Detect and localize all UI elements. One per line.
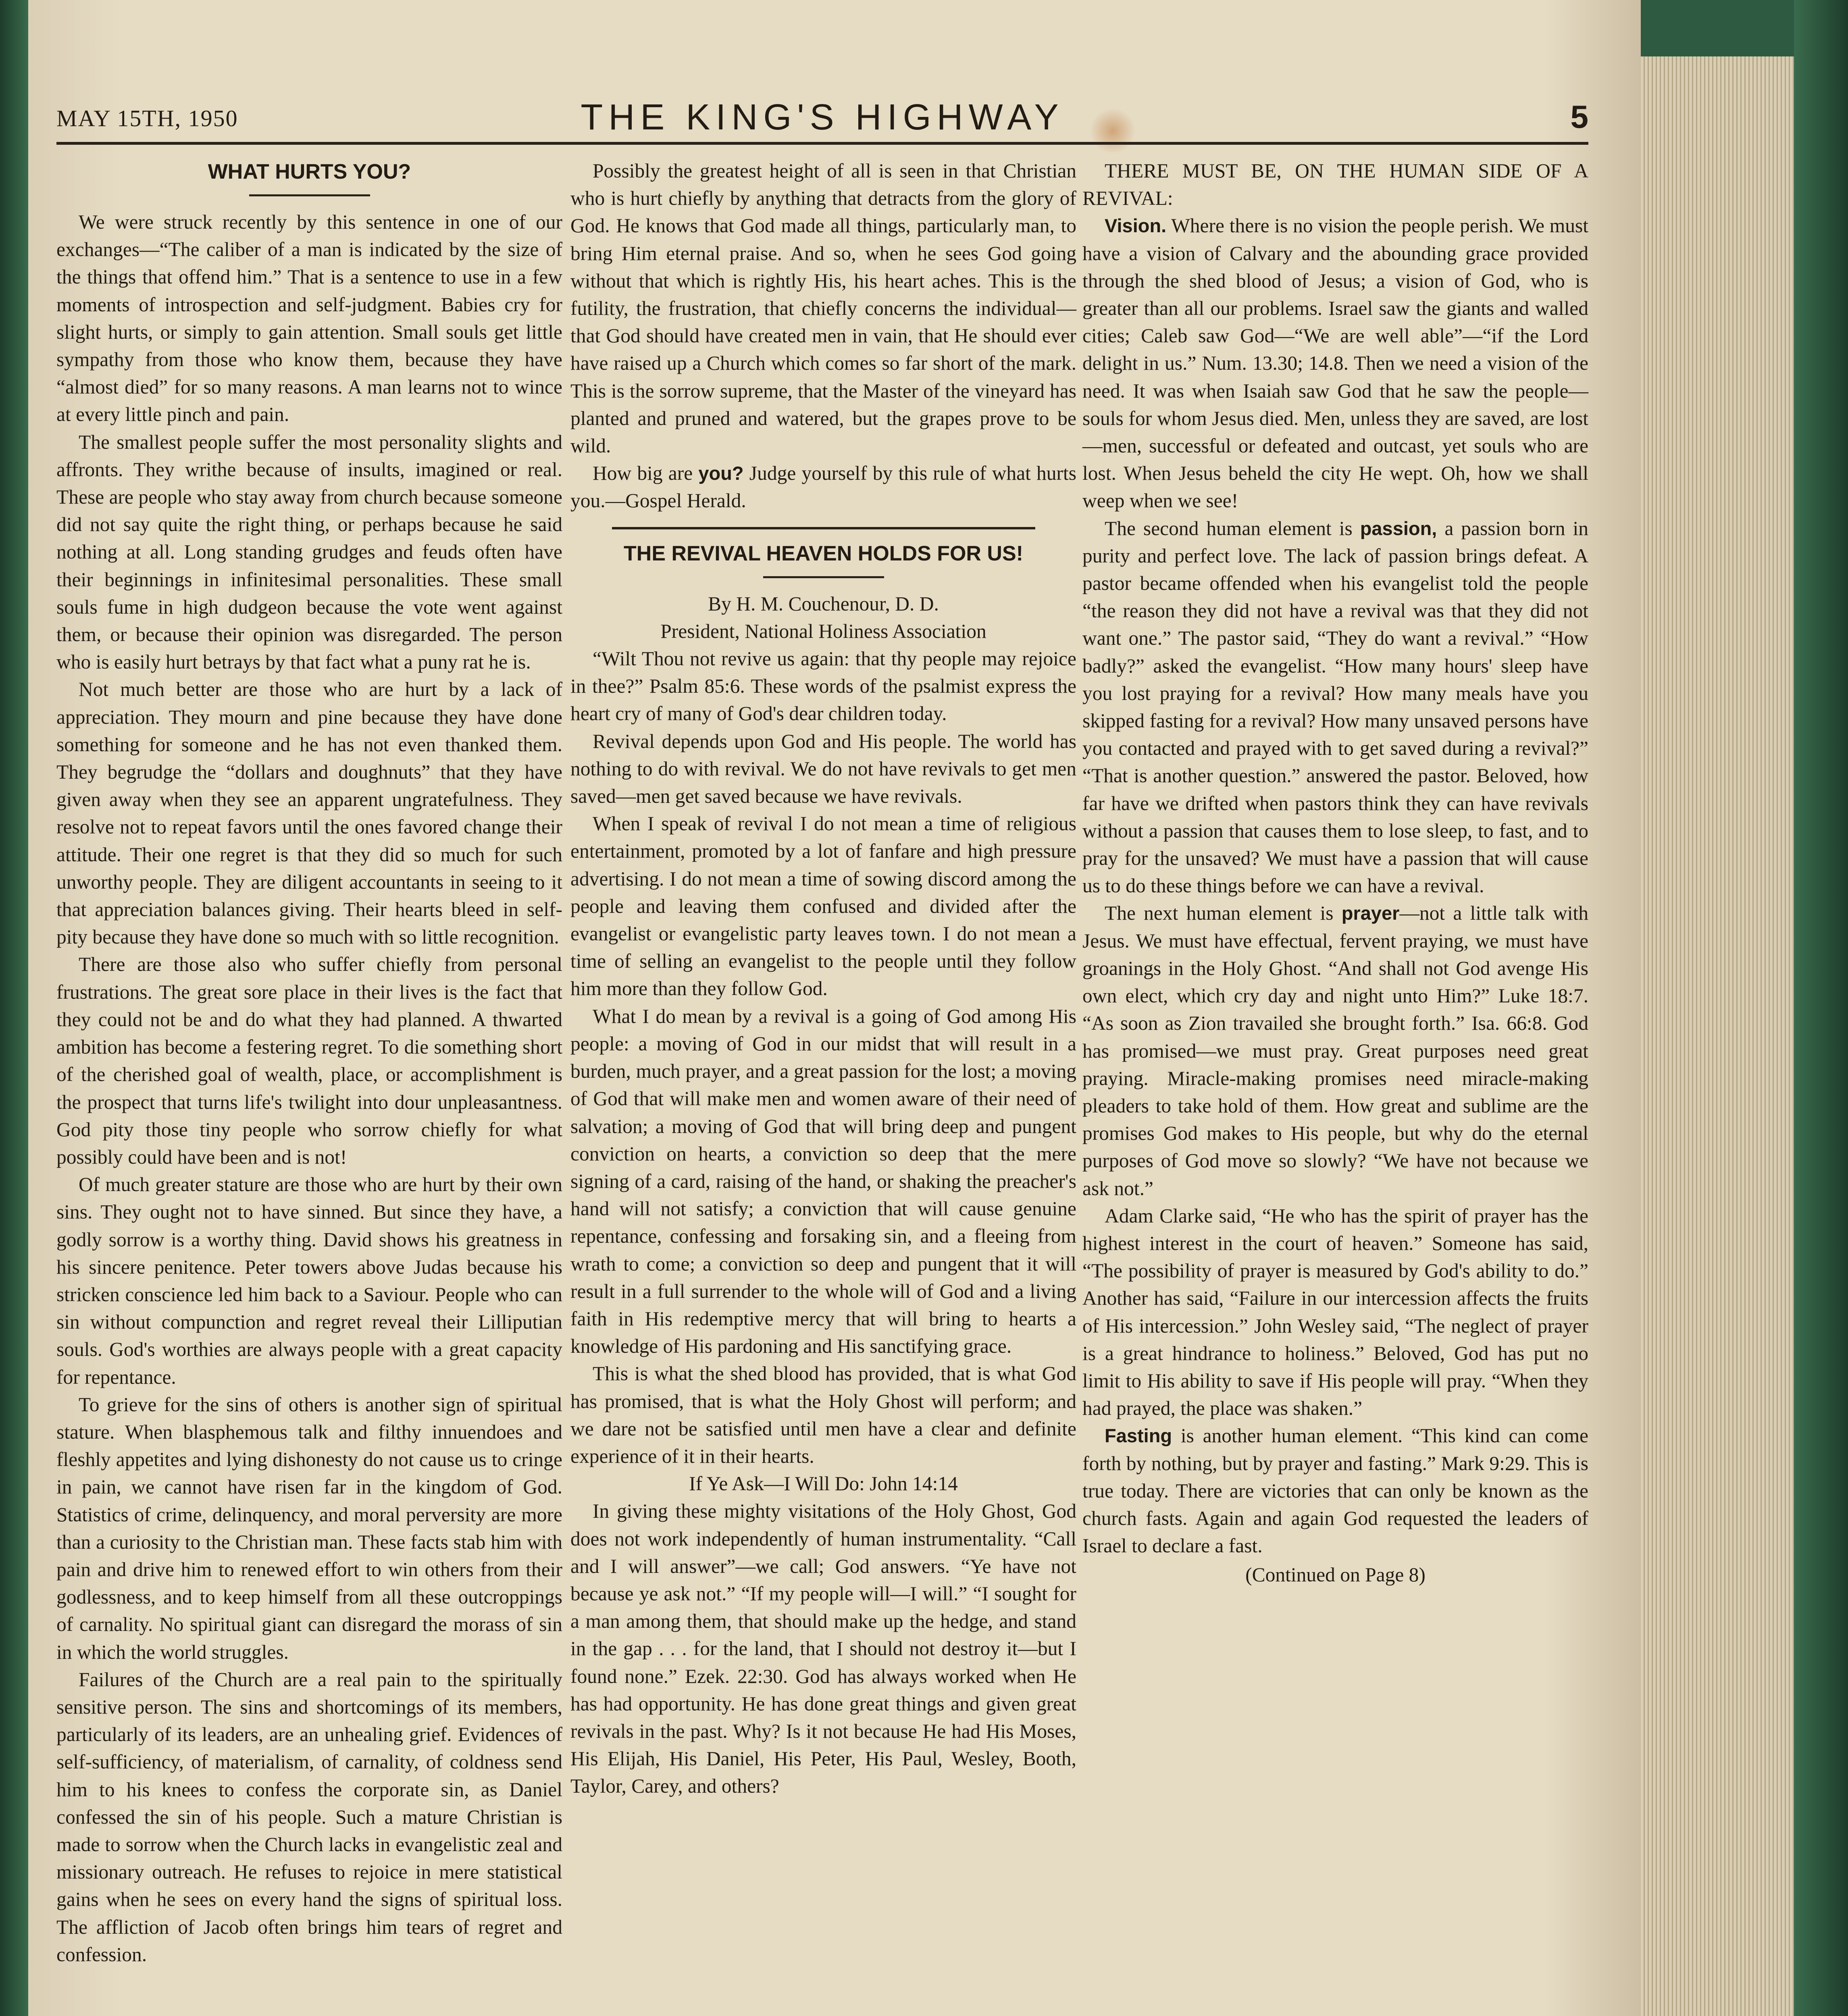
paragraph-text: The second human element is: [1105, 517, 1360, 539]
paragraph-text: —not a little talk with Jesus. We must have effectual, fervent praying, we must have groanings in the Holy Ghost. “And shall not God avenge His own elect, which cry day and night unto Him?” Luke 18:7. “As soon as Zion travailed she brought forth.” Isa. 66:8. God has promised—we must pray. Great purposes need great praying. Miracle-making promises need miracle-making pleaders to take hold of them. How great and sublime are the promises God makes to His people, but why do the eternal purposes of God move so slowly? “We have not because we ask not.”: [1082, 902, 1588, 1200]
paragraph-continues: Failures of the Church are a real pain to the spiritually sensitive person. The sins and shortcomings of its members, particularly of its leaders, are an unhealing grief. Evidences of self-sufficiency, of materialism, of carnality, of coldness send him to his knees to confess the corporate sin, as Daniel confessed the sin of his people. Such a mature Christian is made to sorrow when the Church lacks in evangelistic zeal and missionary outreach. He refuses to rejoice in mere statistical gains when he sees on every hand the signs of spiritual loss. The affliction of Jacob often brings him tears of regret and confession.: [56, 1668, 562, 1966]
paragraph: “Wilt Thou not revive us again: that thy people may rejoice in thee?” Psalm 85:6. These words of the psalmist express the heart cry of many of God's dear children today.: [570, 648, 1076, 725]
column-3: [1082, 157, 1588, 1589]
section-heading: THERE MUST BE, ON THE HUMAN SIDE OF A REVIVAL:: [1082, 160, 1588, 210]
paragraph: What I do mean by a revival is a going of God among His people: a moving of God in our midst that will result in a burden, much prayer, and a great passion for the lost; a moving of God that will make men and women aware of their need of salvation; a moving of God that will bring deep and pungent conviction on hearts, a conviction so deep that the mere signing of a card, raising of the hand, or shaking the preacher's hand will not satisfy; a conviction that will cause genuine repentance, confessing and forsaking sin, and a fleeing from wrath to come; a conviction so deep and pungent that it will result in a full surrender to the whole will of God and a living faith in His redemptive mercy that will bring to hearts a knowledge of His pardoning and His sanctifying grace.: [570, 1005, 1076, 1358]
paragraph: Adam Clarke said, “He who has the spirit of prayer has the highest interest in the court of heaven.” Someone has said, “The possibility of prayer is measured by God's ability to do.” Another has said, “Failure in our intercession affects the fruits of His intercession.” John Wesley said, “The neglect of prayer is a great hindrance to holiness.” Beloved, God has put no limit to His ability to save if His people will pray. “When they had prayed, the place was shaken.”: [1082, 1204, 1588, 1420]
header-rule: [56, 142, 1588, 145]
paragraph-text: The next human element is: [1105, 902, 1342, 925]
paragraph-text: Where there is no vision the people perish. We must have a vision of Calvary and the abounding grace provided through the shed blood of Jesus; a vision of God, who is greater than all our problems. Israel saw the giants and walled cities; Caleb saw God—“We are well able”—“if the Lord delight in us.” Num. 13.30; 14.8. Then we need a vision of the need. It was when Isaiah saw God that he saw the people—souls for whom Jesus died. Men, unless they are saved, are lost—men, successful or defeated and outcast, yet souls who are lost. When Jesus beheld the city He wept. Oh, how we shall weep when we see!: [1082, 215, 1588, 512]
column-1: [56, 157, 562, 1968]
closing-paragraph: [570, 460, 1076, 514]
paragraph-continues: In giving these mighty visitations of the Holy Ghost, God does not work independently of human instrumentality. “Call and I will answer”—we call; God answers. “Ye have not because ye ask not.” “If my people will—I will.” “I sought for a man among them, that should make up the hedge, and stand in the gap . . . for the land, that I should not destroy it—but I found none.” Ezek. 22:30. God has always worked when He has had opportunity. He has done great things and given great revivals in the past. Why? Is it not because He had His Moses, His Elijah, His Daniel, His Peter, His Paul, Wesley, Booth, Taylor, Carey, and others?: [570, 1500, 1076, 1797]
paragraph: Of much greater stature are those who are hurt by their own sins. They ought not to have sinned. But since they have, a godly sorrow is a worthy thing. David shows his greatness in his sincere penitence. Peter towers above Judas because his stricken conscience led him back to a Saviour. People who can sin without compunction and regret reveal their Lilliputian souls. God's worthies are always people with a great capacity for repentance.: [56, 1173, 562, 1388]
page-number: 5: [1570, 99, 1588, 135]
closing-text: How big are: [593, 462, 699, 485]
keyword-prayer: prayer: [1341, 902, 1400, 924]
paragraph: Possibly the greatest height of all is seen in that Christian who is hurt chiefly by anything that detracts from the glory of God. He knows that God made all things, particularly man, to bring Him eternal praise. And so, when he sees God going without that which is rightly His, his heart aches. This is the futility, the frustration, that chiefly concerns the individual—that God should have created men in vain, that He should ever have raised up a Church which comes so far short of the mark. This is the sorrow supreme, that the Master of the vineyard has planted and pruned and watered, but the grapes prove to be wild.: [570, 160, 1076, 457]
book-binding: [0, 0, 28, 2016]
article-title-what-hurts-you: WHAT HURTS YOU?: [208, 160, 411, 183]
run-in-heading-fasting: Fasting: [1105, 1425, 1172, 1447]
closing-emphasis: you?: [698, 462, 744, 484]
paragraph: There are those also who suffer chiefly from personal frustrations. The great sore place in their lives is the fact that they could not be and do what they had planned. A thwarted ambition has become a festering regret. To die something short of the cherished goal of wealth, place, or accomplishment is the prospect that turns life's twilight into dour unpleasantness. God pity those tiny people who sorrow chiefly for what possibly could have been and is not!: [56, 953, 562, 1168]
author-affiliation: President, National Holiness Association: [660, 620, 986, 642]
title-rule: [763, 576, 884, 578]
issue-date: MAY 15TH, 1950: [56, 105, 238, 131]
article-title-revival: THE REVIVAL HEAVEN HOLDS FOR US!: [624, 541, 1023, 565]
article-separator: [612, 527, 1035, 529]
paragraph: Revival depends upon God and His people. The world has nothing to do with revival. We do not have revivals to get men saved—men get saved because we have revivals.: [570, 730, 1076, 808]
continued-notice: (Continued on Page 8): [1245, 1564, 1426, 1586]
closing-source: Judge yourself by this rule of what hurts you.—Gospel Herald.: [570, 462, 1076, 512]
column-2: [570, 157, 1076, 1800]
keyword-passion: passion,: [1360, 517, 1437, 539]
paragraph-prayer: [1082, 900, 1588, 1202]
paragraph-fasting: [1082, 1422, 1588, 1560]
publication-title: THE KING'S HIGHWAY: [581, 97, 1064, 137]
paragraph-vision: [1082, 212, 1588, 514]
subheading: If Ye Ask—I Will Do: John 14:14: [689, 1472, 958, 1495]
byline: By H. M. Couchenour, D. D.: [708, 592, 939, 615]
paragraph-text: a passion born in purity and perfect love. The lack of passion brings defeat. A pastor became offended when his evangelist told the people “the reason they did not have a revival was that they did not want one.” The pastor said, “They do want a revival.” “How badly?” asked the evangelist. “How many hours' sleep have you lost praying for a revival? How many meals have you skipped fasting for a revival? How many unsaved persons have you contacted and prayed with to get saved during a revival?” “That is another question.” answered the pastor. Beloved, how far have we drifted when pastors think they can have revivals without a passion that causes them to lose sleep, to fast, and to pray for the unsaved? We must have a passion that will cause us to do these things before we can have a revival.: [1082, 517, 1588, 897]
page-stack-edge: [1641, 56, 1794, 2016]
paragraph-passion: [1082, 515, 1588, 900]
paragraph: This is what the shed blood has provided, that is what God has promised, that is what the Holy Ghost will perform; and we dare not be satisfied until men have a clear and definite experience of it in their hearts.: [570, 1362, 1076, 1467]
book-cover-edge: [1794, 0, 1848, 2016]
paragraph: To grieve for the sins of others is another sign of spiritual stature. When blasphemous talk and filthy innuendoes and fleshly appetites and lying dishonesty do not cause us to cringe in pain, we cannot have risen far in the kingdom of God. Statistics of crime, delinquency, and moral perversity are more than a curiosity to the Christian man. These facts stab him with pain and drive him to renewed effort to win others from their godlessness, and to keep himself from all these outcroppings of carnality. No spiritual giant can disregard the morass of sin in which the world struggles.: [56, 1393, 562, 1663]
paragraph-text: is another human element. “This kind can come forth by nothing, but by prayer and fasting.” Mark 9:29. This is true today. There are victories that can only be known as the church fasts. Again and again God requested the leaders of Israel to declare a fast.: [1082, 1425, 1588, 1557]
paragraph: We were struck recently by this sentence in one of our exchanges—“The caliber of a man is indicated by the size of the things that offend him.” That is a sentence to use in a few moments of introspection and self-judgment. Babies cry for slight hurts, or simply to gain attention. Small souls get little sympathy from those who know them, because they have “almost died” for so many reasons. A man learns not to wince at every little pinch and pain.: [56, 211, 562, 426]
run-in-heading-vision: Vision.: [1105, 215, 1167, 237]
paragraph: Not much better are those who are hurt by a lack of appreciation. They mourn and pine because they have done something for someone and he has not even thanked them. They begrudge the “dollars and doughnuts” that they have given away when they see an apparent ungratefulness. They resolve not to repeat favors until the ones favored change their attitude. Their one regret is that they did so much for such unworthy people. They are diligent accountants in seeing to it that appreciation balances giving. Their hearts bleed in self-pity because they have done so much with so little recognition.: [56, 678, 562, 948]
running-header: [56, 97, 1588, 145]
paragraph: The smallest people suffer the most personality slights and affronts. They writhe because of insults, imagined or real. These are people who stay away from church because someone did not say quite the right thing, or perhaps because he said nothing at all. Long standing grudges and feuds often have their beginnings in infinitesimal personalities. These small souls fume in high dudgeon because the vote went against them, or because their opinion was disregarded. The person who is easily hurt betrays by that fact what a puny rat he is.: [56, 431, 562, 673]
title-rule: [249, 194, 370, 196]
paragraph: When I speak of revival I do not mean a time of religious entertainment, promoted by a lot of fanfare and high pressure advertising. I do not mean a time of sowing discord among the people and leaving them confused and divided after the evangelist or evangelistic party leaves town. I do not mean a time of selling an evangelist to the people until they follow him more than they follow God.: [570, 812, 1076, 1000]
